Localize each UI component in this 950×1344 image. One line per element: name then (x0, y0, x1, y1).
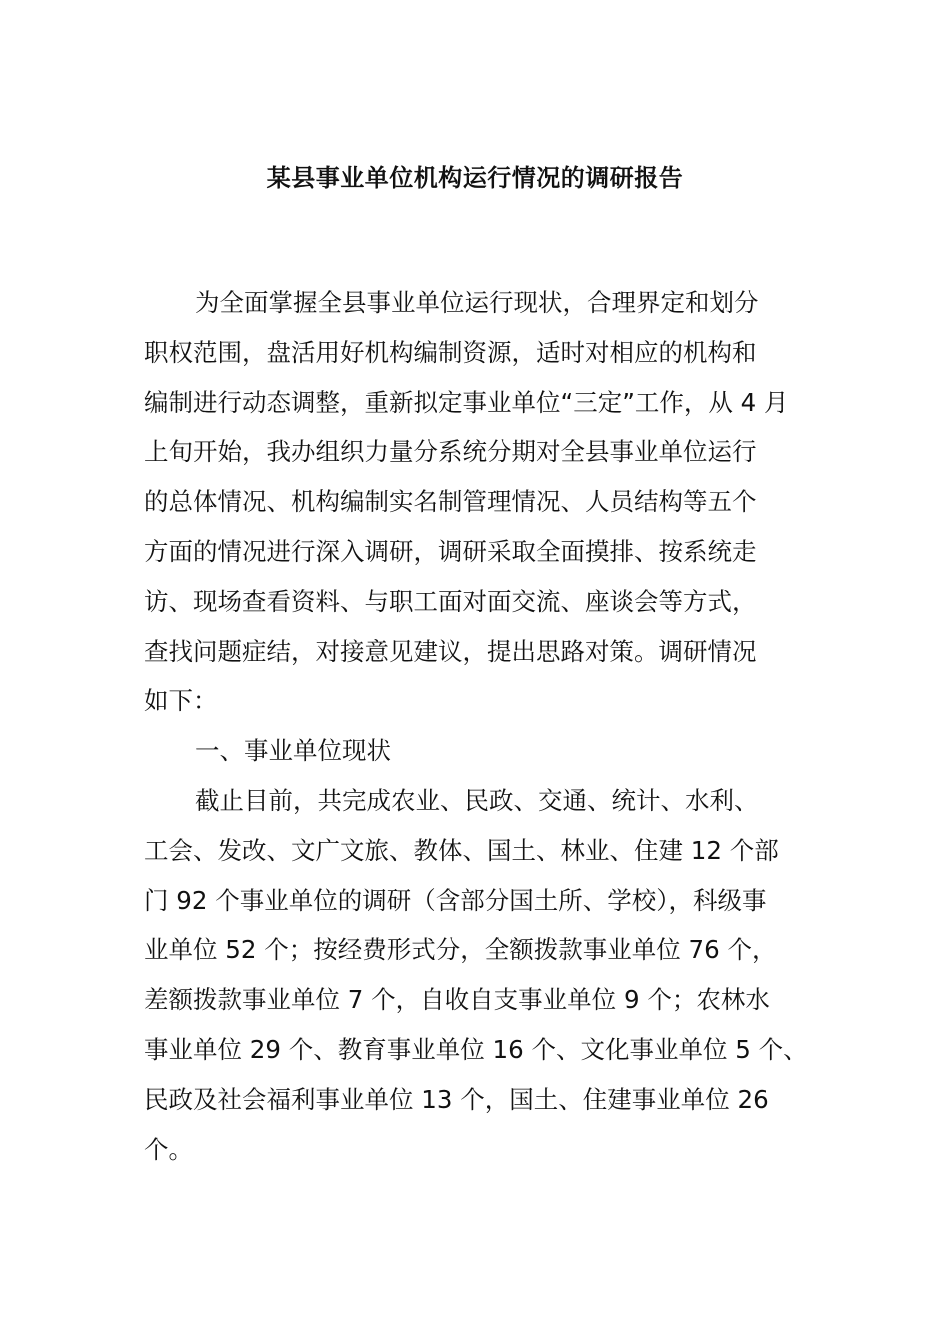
paragraph-line: 民政及社会福利事业单位 13 个，国土、住建事业单位 26 (144, 1084, 769, 1114)
paragraph-line: 差额拨款事业单位 7 个，自收自支事业单位 9 个；农林水 (144, 985, 770, 1015)
paragraph-line: 门 92 个事业单位的调研（含部分国土所、学校），科级事 (144, 885, 767, 915)
paragraph-status (144, 776, 824, 1174)
paragraph-line: 访、现场查看资料、与职工面对面交流、座谈会等方式， (144, 586, 757, 616)
paragraph-line: 职权范围，盘活用好机构编制资源，适时对相应的机构和 (144, 337, 757, 367)
paragraph-line: 编制进行动态调整，重新拟定事业单位“三定”工作，从 4 月 (144, 387, 789, 417)
paragraph-line: 如下： (144, 686, 218, 716)
paragraph-intro (144, 278, 824, 726)
paragraph-line: 个。 (144, 1134, 193, 1164)
paragraph-line: 上旬开始，我办组织力量分系统分期对全县事业单位运行 (144, 437, 757, 467)
paragraph-line: 事业单位 29 个、教育事业单位 16 个、文化事业单位 5 个、 (144, 1034, 808, 1064)
paragraph-line: 为全面掌握全县事业单位运行现状，合理界定和划分 (195, 288, 759, 317)
document-body (144, 278, 824, 1174)
paragraph-line: 截止目前，共完成农业、民政、交通、统计、水利、 (195, 785, 759, 815)
paragraph-line: 工会、发改、文广文旅、教体、国土、林业、住建 12 个部 (144, 835, 779, 865)
paragraph-line: 的总体情况、机构编制实名制管理情况、人员结构等五个 (144, 487, 757, 517)
document-title: 某县事业单位机构运行情况的调研报告 (266, 164, 684, 192)
section-heading: 一、事业单位现状 (195, 736, 391, 766)
paragraph-line: 查找问题症结，对接意见建议，提出思路对策。调研情况 (144, 636, 757, 666)
paragraph-line: 业单位 52 个；按经费形式分，全额拨款事业单位 76 个， (144, 935, 777, 965)
paragraph-line: 方面的情况进行深入调研，调研采取全面摸排、按系统走 (144, 536, 757, 566)
